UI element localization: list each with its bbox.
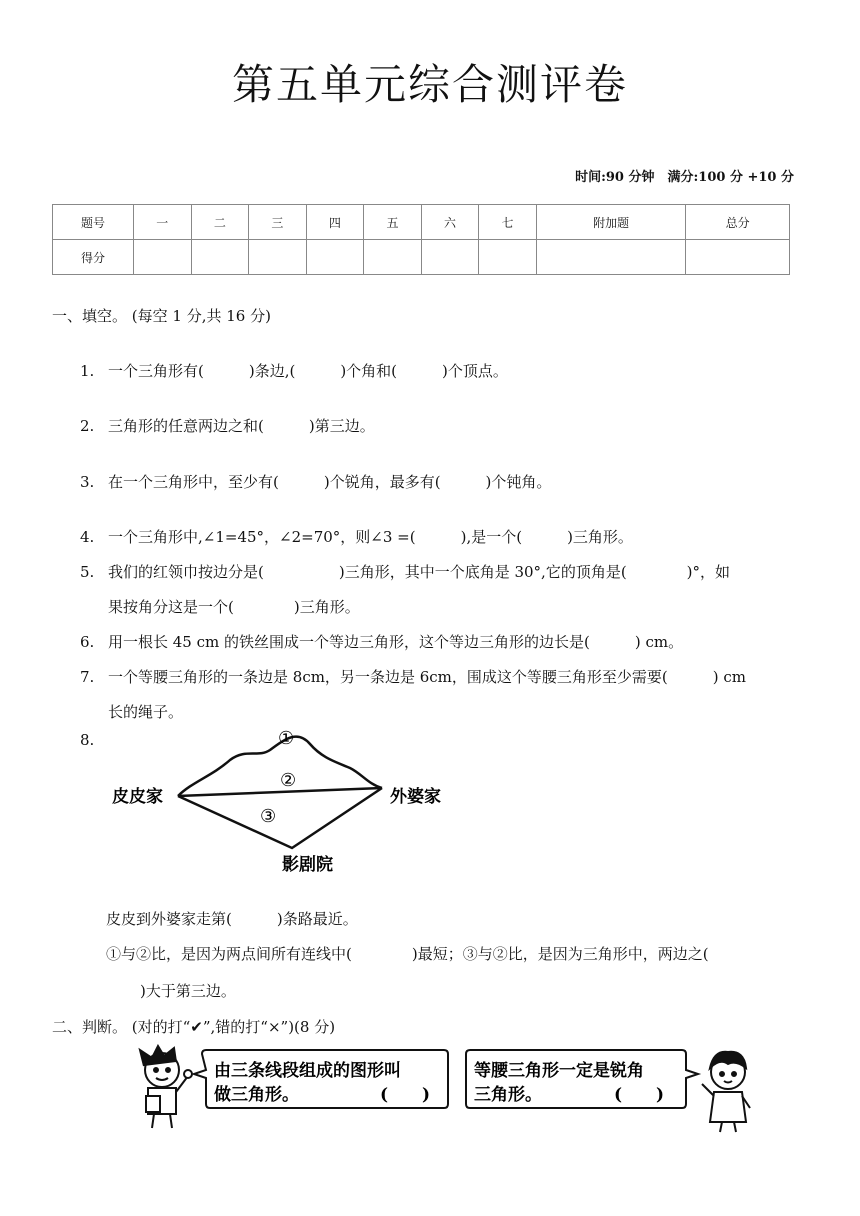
score-cell[interactable] <box>536 240 686 275</box>
section2-heading: 二、判断。 (对的打“✔”,错的打“×”)(8 分) <box>52 1018 336 1036</box>
header-cell: 一 <box>134 205 192 240</box>
question-4 <box>80 526 633 547</box>
header-cell: 六 <box>421 205 479 240</box>
header-cell: 三 <box>249 205 307 240</box>
question-number: 2. <box>80 417 95 435</box>
question-number: 8. <box>80 731 95 749</box>
bubble2-line1: 等腰三角形一定是锐角 <box>474 1061 644 1081</box>
score-cell[interactable] <box>421 240 479 275</box>
row-label: 得分 <box>53 240 134 275</box>
theater-label: 影剧院 <box>282 855 333 875</box>
pipi-home-label: 皮皮家 <box>112 787 163 807</box>
question-text: 用一根长 45 cm 的铁丝围成一个等边三角形，这个等边三角形的边长是( ) cm。 <box>108 633 684 651</box>
route-figure <box>100 718 470 883</box>
score-cell[interactable] <box>479 240 537 275</box>
question-text: 长的绳子。 <box>108 703 184 721</box>
header-cell: 五 <box>364 205 422 240</box>
route-2-label: ② <box>280 770 297 791</box>
score-cell[interactable] <box>191 240 249 275</box>
boy-cartoon <box>140 1046 192 1128</box>
header-cell: 总分 <box>686 205 790 240</box>
question-text: 一个三角形中,∠1=45°，∠2=70°，则∠3 =( ),是一个( )三角形。 <box>108 528 633 546</box>
score-cell[interactable] <box>364 240 422 275</box>
grandma-home-label: 外婆家 <box>390 787 441 807</box>
question-number: 7. <box>80 668 95 686</box>
bubble1-line1: 由三条线段组成的图形叫 <box>214 1061 401 1081</box>
question-number: 4. <box>80 528 95 546</box>
question-number: 5. <box>80 563 95 581</box>
question-number: 6. <box>80 633 95 651</box>
question-text: 三角形的任意两边之和( )第三边。 <box>108 417 375 435</box>
question-number: 1. <box>80 362 95 380</box>
q8-line-2: ①与②比，是因为两点间所有连线中( )最短；③与②比，是因为三角形中，两边之( <box>106 945 709 963</box>
girl-cartoon <box>702 1052 750 1132</box>
bubble1-answer-paren[interactable]: ( ) <box>380 1085 431 1105</box>
question-number: 3. <box>80 473 95 491</box>
question-text: 果按角分这是一个( )三角形。 <box>108 598 360 616</box>
question-text: 我们的红领巾按边分是( )三角形，其中一个底角是 30°,它的顶角是( )°，如 <box>108 563 731 581</box>
route-1-label: ① <box>278 728 295 749</box>
score-cell[interactable] <box>134 240 192 275</box>
exam-meta: 时间:90 分钟 满分:100 分 +10 分 <box>575 170 794 185</box>
question-2 <box>80 415 375 436</box>
judgement-figure <box>130 1044 760 1134</box>
question-text: 一个三角形有( )条边,( )个角和( )个顶点。 <box>108 362 508 380</box>
section1-heading: 一、填空。 (每空 1 分,共 16 分) <box>52 307 271 325</box>
question-text: 一个等腰三角形的一条边是 8cm，另一条边是 6cm，围成这个等腰三角形至少需要( ) cm <box>108 668 746 686</box>
page-title: 第五单元综合测评卷 <box>231 60 628 109</box>
score-cell[interactable] <box>249 240 307 275</box>
header-cell: 题号 <box>53 205 134 240</box>
question-6 <box>80 631 683 652</box>
q8-line-3: )大于第三边。 <box>140 982 236 1000</box>
score-table-header-row <box>53 205 790 240</box>
score-cell[interactable] <box>306 240 364 275</box>
header-cell: 七 <box>479 205 537 240</box>
bubble1-line2: 做三角形。 <box>214 1085 299 1105</box>
bubble2-line2: 三角形。 <box>474 1085 542 1105</box>
question-3 <box>80 471 551 492</box>
question-5-cont <box>80 596 360 617</box>
question-7 <box>80 666 746 687</box>
score-table-score-row <box>53 240 790 275</box>
question-text: 在一个三角形中，至少有( )个锐角，最多有( )个钝角。 <box>108 473 552 491</box>
question-1 <box>80 360 508 381</box>
q8-line-1: 皮皮到外婆家走第( )条路最近。 <box>106 910 358 928</box>
header-cell: 附加题 <box>536 205 686 240</box>
score-cell[interactable] <box>686 240 790 275</box>
route-3-label: ③ <box>260 806 277 827</box>
header-cell: 四 <box>306 205 364 240</box>
route-3-path <box>178 788 382 848</box>
question-5 <box>80 561 730 582</box>
score-table <box>52 204 790 275</box>
bubble2-answer-paren[interactable]: ( ) <box>614 1085 665 1105</box>
header-cell: 二 <box>191 205 249 240</box>
